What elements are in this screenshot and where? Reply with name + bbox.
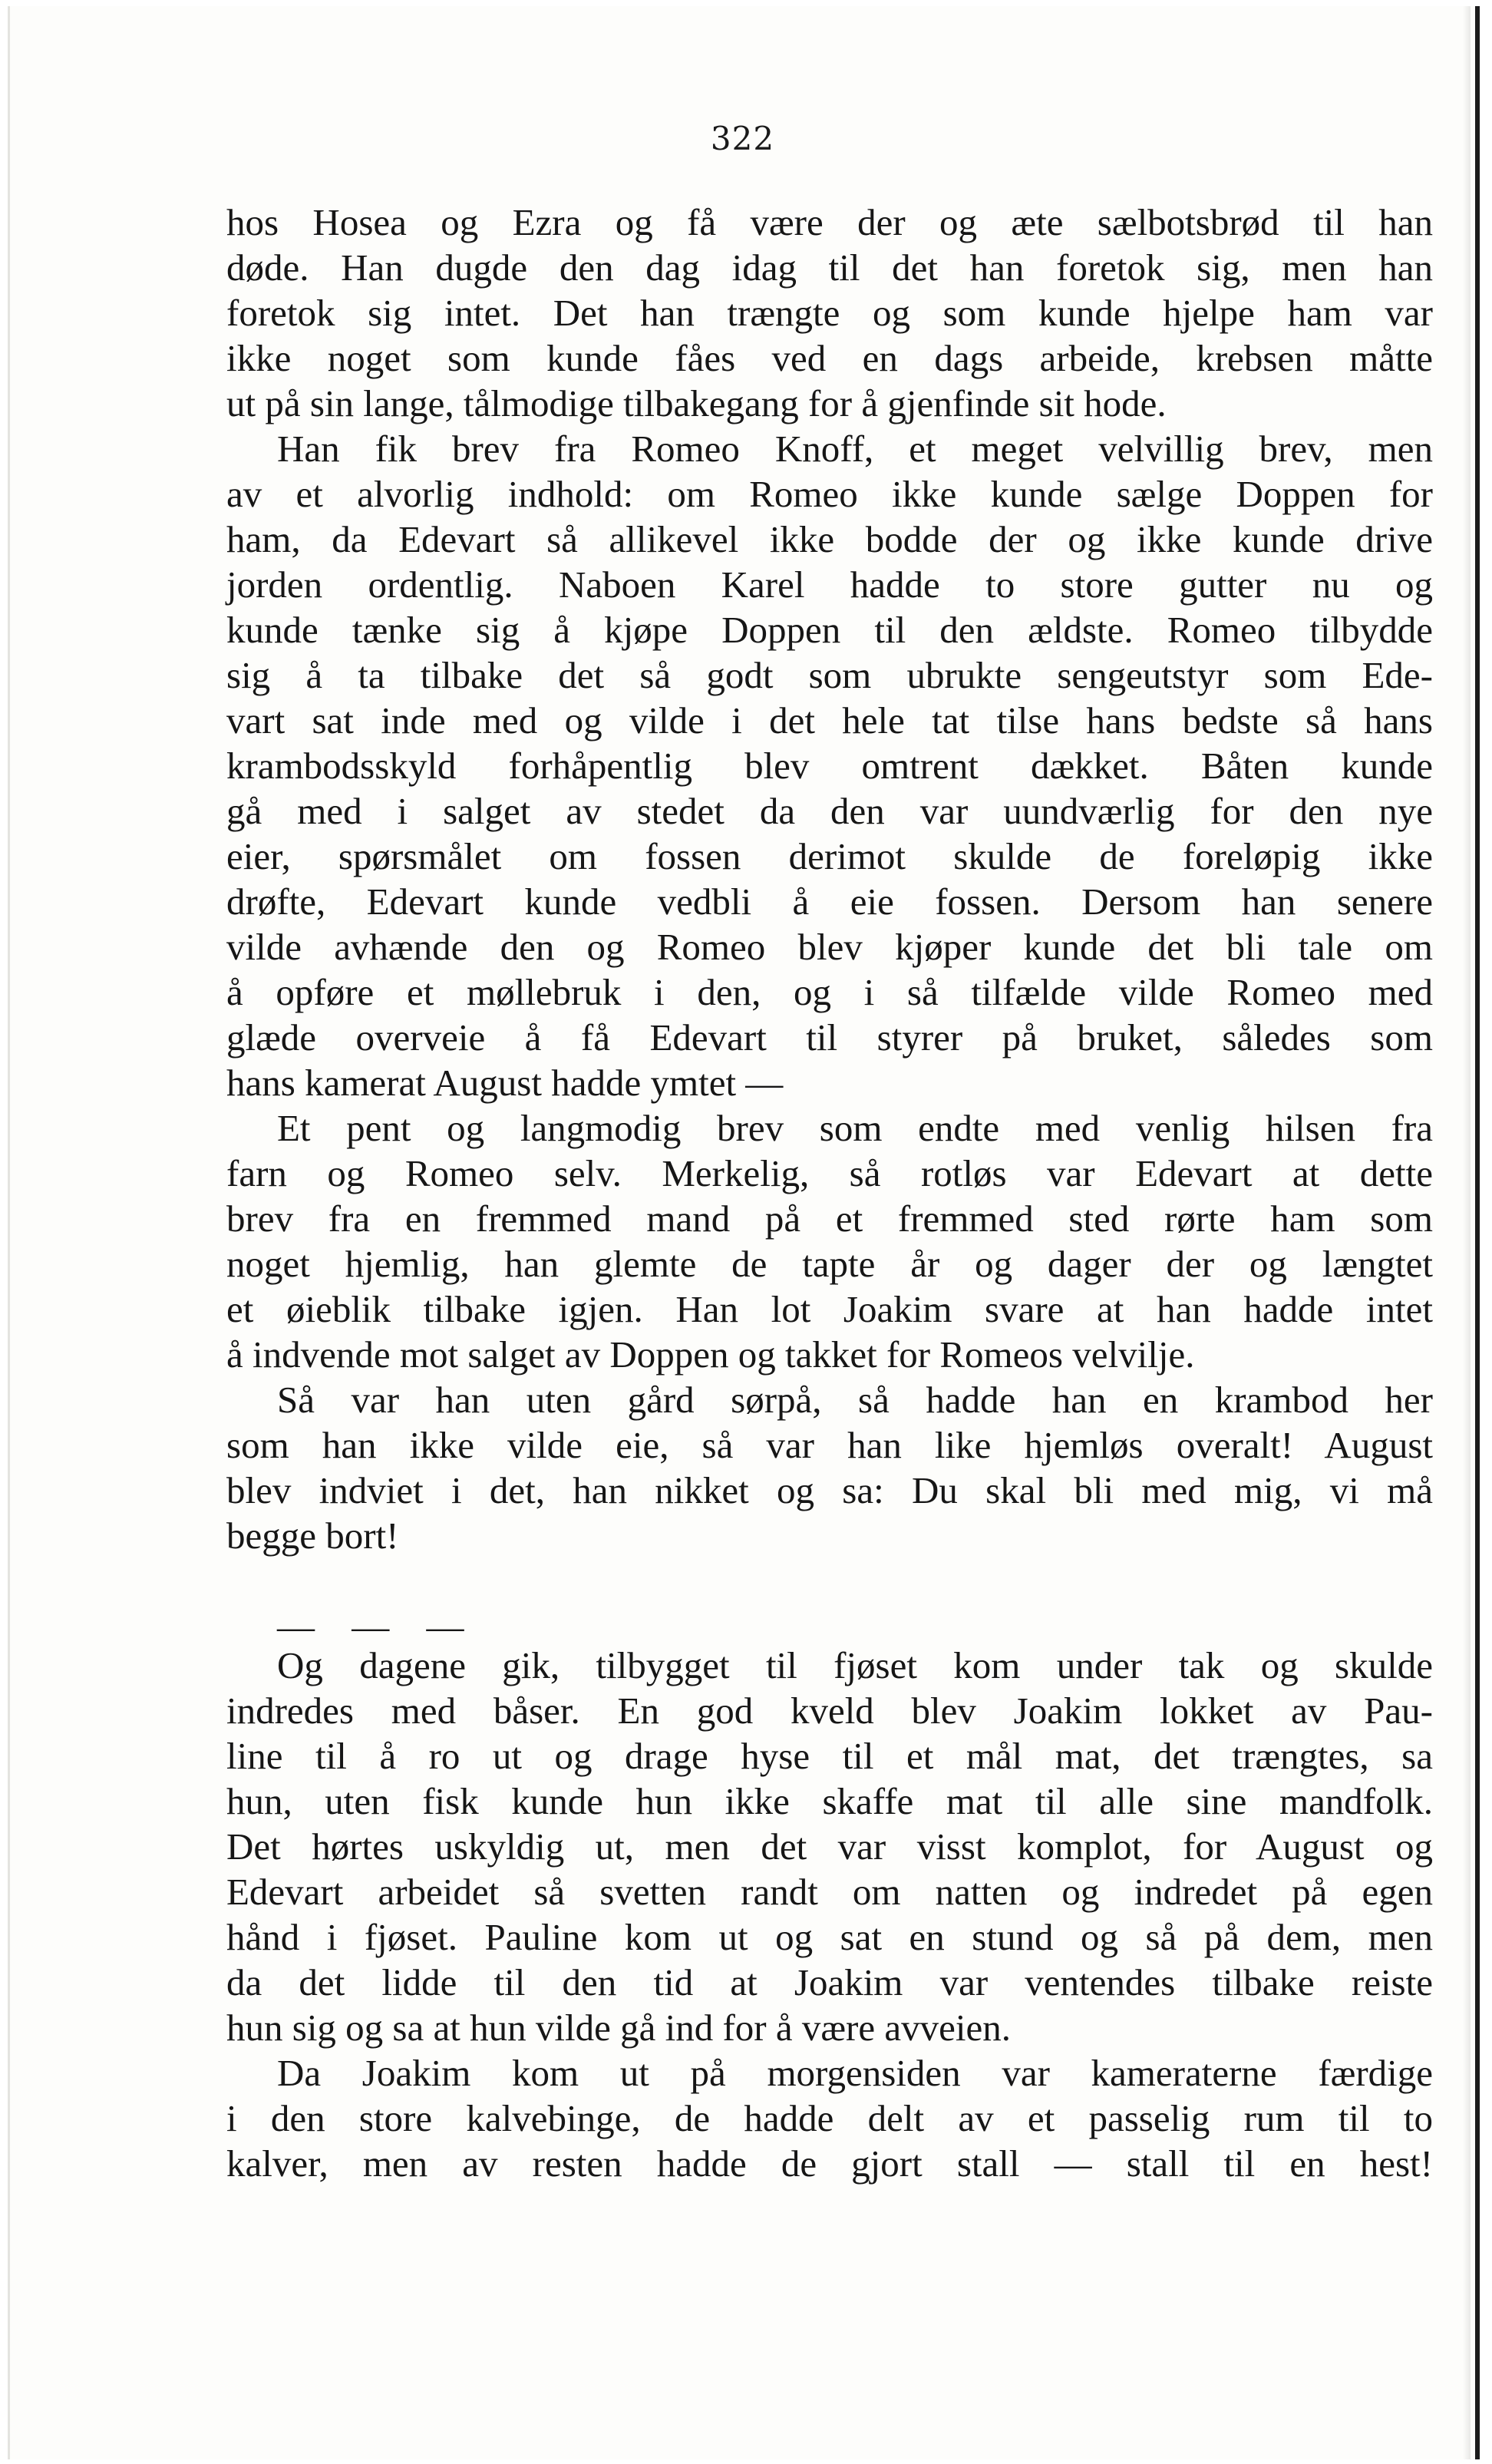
text-line: line til å ro ut og drage hyse til et mål mat, det trængtes, sa (226, 1735, 1433, 1777)
text-line: indredes med båser. En god kveld blev Joakim lokket av Pau- (226, 1689, 1433, 1732)
text-line: Et pent og langmodig brev som endte med venlig hilsen fra (277, 1107, 1433, 1149)
text-line: døde. Han dugde den dag idag til det han foretok sig, men han (226, 246, 1433, 289)
text-line: Så var han uten gård sørpå, så hadde han en krambod her (277, 1379, 1433, 1421)
text-line: ham, da Edevart så allikevel ikke bodde der og ikke kunde drive (226, 518, 1433, 560)
text-block-lower (226, 1605, 1433, 2186)
text-line: foretok sig intet. Det han trængte og som kunde hjelpe ham var (226, 292, 1433, 334)
text-line: hans kamerat August hadde ymtet — (226, 1062, 784, 1104)
text-line: å opføre et møllebruk i den, og i så tilfælde vilde Romeo med (226, 971, 1433, 1013)
text-line: ikke noget som kunde fåes ved en dags arbeide, krebsen måtte (226, 337, 1433, 379)
text-line: kalver, men av resten hadde de gjort stall — stall til en hest! (226, 2142, 1433, 2185)
text-line: å indvende mot salget av Doppen og takket for Romeos velvilje. (226, 1333, 1195, 1376)
text-line: vart sat inde med og vilde i det hele tat tilse hans bedste så hans (226, 699, 1433, 742)
text-block-upper (226, 200, 1433, 1558)
text-line: Edevart arbeidet så svetten randt om natten og indredet på egen (226, 1871, 1433, 1913)
text-line: hånd i fjøset. Pauline kom ut og sat en stund og så på dem, men (226, 1916, 1433, 1958)
text-line: kunde tænke sig å kjøpe Doppen til den ældste. Romeo tilbydde (226, 609, 1433, 651)
text-line: ut på sin lange, tålmodige tilbakegang for å gjenfinde sit hode. (226, 382, 1167, 424)
text-line: eier, spørsmålet om fossen derimot skulde de foreløpig ikke (226, 835, 1433, 877)
text-line: begge bort! (226, 1514, 399, 1557)
text-line: Det hørtes uskyldig ut, men det var visst komplot, for August og (226, 1825, 1433, 1868)
text-line: Han fik brev fra Romeo Knoff, et meget velvillig brev, men (277, 428, 1433, 470)
text-line: i den store kalvebinge, de hadde delt av et passelig rum til to (226, 2097, 1433, 2139)
text-line: vilde avhænde den og Romeo blev kjøper kunde det bli tale om (226, 926, 1433, 968)
text-line: hos Hosea og Ezra og få være der og æte sælbotsbrød til han (226, 201, 1433, 243)
text-line: drøfte, Edevart kunde vedbli å eie fossen. Dersom han senere (226, 880, 1433, 923)
text-line: hun, uten fisk kunde hun ikke skaffe mat til alle sine mandfolk. (226, 1780, 1433, 1822)
page-number: 322 (710, 120, 775, 157)
text-line: brev fra en fremmed mand på et fremmed sted rørte ham som (226, 1197, 1433, 1240)
section-separator: — — — (277, 1605, 478, 1647)
text-line: farn og Romeo selv. Merkelig, så rotløs var Edevart at dette (226, 1152, 1433, 1194)
text-line: jorden ordentlig. Naboen Karel hadde to store gutter nu og (226, 563, 1433, 606)
text-block-lower-lines (226, 1643, 1433, 2186)
text-line: da det lidde til den tid at Joakim var ventendes tilbake reiste (226, 1961, 1433, 2003)
text-line: glæde overveie å få Edevart til styrer på bruket, således som (226, 1016, 1433, 1059)
text-line: som han ikke vilde eie, så var han like hjemløs overalt! August (226, 1424, 1433, 1466)
text-line: hun sig og sa at hun vilde gå ind for å være avveien. (226, 2007, 1011, 2049)
text-line: sig å ta tilbake det så godt som ubrukte sengeutstyr som Ede- (226, 654, 1433, 696)
page-edge (1463, 6, 1471, 2459)
book-page (8, 6, 1480, 2459)
text-line: et øieblik tilbake igjen. Han lot Joakim svare at han hadde intet (226, 1288, 1433, 1330)
text-line: krambodsskyld forhåpentlig blev omtrent dækket. Båten kunde (226, 745, 1433, 787)
text-line: av et alvorlig indhold: om Romeo ikke kunde sælge Doppen for (226, 473, 1433, 515)
text-line: blev indviet i det, han nikket og sa: Du skal bli med mig, vi må (226, 1469, 1433, 1511)
text-line: gå med i salget av stedet da den var uundværlig for den nye (226, 790, 1433, 832)
text-line: Og dagene gik, tilbygget til fjøset kom under tak og skulde (277, 1644, 1433, 1686)
text-line: noget hjemlig, han glemte de tapte år og dager der og længtet (226, 1243, 1433, 1285)
text-line: Da Joakim kom ut på morgensiden var kameraterne færdige (277, 2052, 1433, 2094)
